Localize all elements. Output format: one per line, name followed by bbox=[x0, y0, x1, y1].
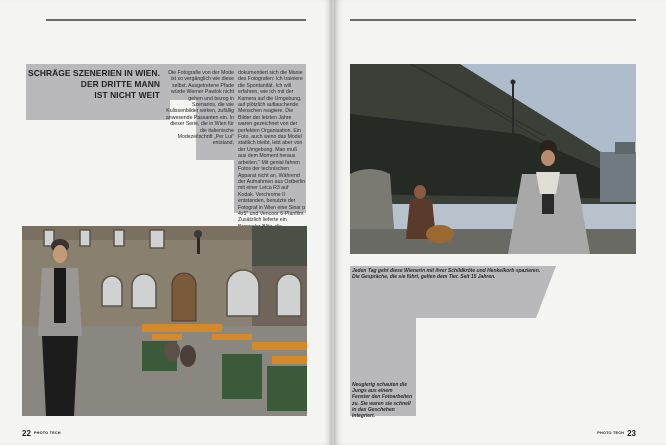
page-number-23: 23 bbox=[627, 429, 636, 438]
caption-top: Jeden Tag geht diese Wienerin mit ihrer Schildkröte und Henkelkorb spazieren. Die Gespräche, die sie führt, gelten dem Tier. Seit 15 Jahren. bbox=[352, 268, 541, 281]
headline-line-1: SCHRÄGE SZENERIEN IN WIEN. bbox=[28, 68, 160, 78]
headline-line-3: IST NICHT WEIT bbox=[94, 90, 160, 100]
article-headline bbox=[28, 68, 160, 101]
page-number-22: 22 bbox=[22, 429, 31, 438]
photo-vienna-cafe bbox=[22, 226, 307, 416]
headline-line-2: DER DRITTE MANN bbox=[80, 79, 160, 89]
caption-bottom: Neugierig schauten die Jungs aus einem Fenster den Fotoarbeiten zu. Sie waren sie schnell in das Geschehen integriert. bbox=[352, 382, 413, 420]
brand-mark: PHOTO TECH bbox=[33, 431, 61, 436]
caption-grey-panel bbox=[334, 0, 666, 445]
left-page bbox=[0, 0, 332, 445]
right-page bbox=[334, 0, 666, 445]
page-number-right bbox=[594, 429, 636, 438]
brand-mark: PHOTO TECH bbox=[597, 431, 625, 436]
body-column-1: Die Fotografie von der Mode ist so vergänglich wie diese selbst. Ausgetretene Pfade würde Werner Pawlok nicht gehen und bezog in Szenarios, die wie Kulissenbilder wirken, zufällig anwesende Passanten ein. In dieser Serie, die in Wien für die italienische Modezeitschrift „Per Lui" entstand, bbox=[165, 70, 234, 147]
body-column-2: dokumentiert sich die Manie des Fotografen: Ich trainiere die Spontanität. Ich will erfahren, wie ich mit der Kamera auf die Umgebung, auf plötzlich auftauchende Menschen reagiere. Die Bilder der letzten Jahre waren gezeichnet von der perfekten Organisation. Ein Foto, auch wenn das Model stattlich bleibt, lebt aber von der Umgebung. Man muß aus dem Moment heraus arbeiten." Mit genial fahren Fotos der technischen Apparat nicht an. Während der Aufnahmen aus Ostberlin mit einer Leica R3 auf Kodak. Verchrome II entstanden, benutzte der Fotograf in Wien eine Sinar p 4x5" und Vencoor 6-Planfilm. Zusätzlich lieferte ein bbox=[238, 70, 306, 224]
page-number-left bbox=[22, 429, 64, 438]
